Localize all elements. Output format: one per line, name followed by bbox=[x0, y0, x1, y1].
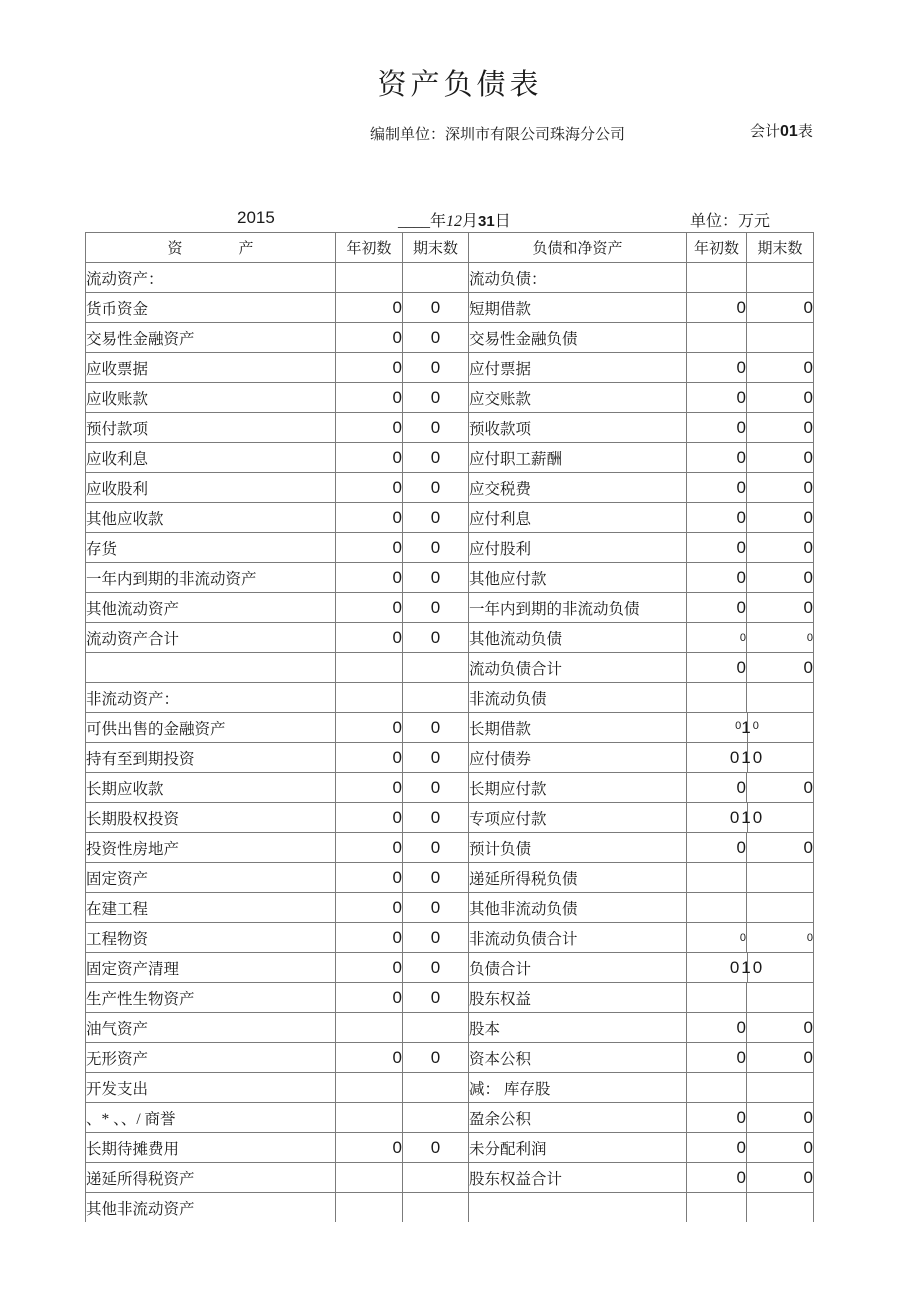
date-month-char: 月 bbox=[462, 213, 479, 230]
liability-label: 其他应付款 bbox=[469, 563, 687, 593]
asset-label: 开发支出 bbox=[86, 1073, 336, 1103]
table-row bbox=[86, 1073, 814, 1103]
liability-value-begin: 0 bbox=[687, 383, 747, 413]
liability-label: 长期借款 bbox=[469, 713, 687, 743]
liability-label: 交易性金融负债 bbox=[469, 323, 687, 353]
merged-value-text bbox=[735, 718, 759, 738]
liability-value-end: 0 bbox=[747, 443, 814, 473]
asset-label: 工程物资 bbox=[86, 923, 336, 953]
col-header-liabilities: 负债和净资产 bbox=[469, 233, 687, 263]
balance-table-body bbox=[86, 263, 814, 1223]
table-row bbox=[86, 1193, 814, 1223]
liability-value-merged bbox=[687, 953, 814, 983]
liability-value-end: 0 bbox=[747, 1163, 814, 1193]
asset-value-end: 0 bbox=[403, 413, 469, 443]
liability-value-end: 0 bbox=[747, 383, 814, 413]
liability-value-begin: 0 bbox=[687, 293, 747, 323]
liability-value-begin: 0 bbox=[687, 353, 747, 383]
asset-label: 存货 bbox=[86, 533, 336, 563]
liability-value-end bbox=[747, 323, 814, 353]
liability-label: 递延所得税负债 bbox=[469, 863, 687, 893]
asset-label: 固定资产 bbox=[86, 863, 336, 893]
liability-value-end: 0 bbox=[747, 773, 814, 803]
asset-value-begin: 0 bbox=[336, 803, 403, 833]
asset-value-begin bbox=[336, 1073, 403, 1103]
liability-value-begin bbox=[687, 983, 747, 1013]
asset-value-end: 0 bbox=[403, 323, 469, 353]
liability-value-end bbox=[747, 863, 814, 893]
date-year-char: 年 bbox=[430, 213, 447, 230]
asset-value-end: 0 bbox=[403, 503, 469, 533]
liability-value-end: 0 bbox=[747, 353, 814, 383]
asset-value-end: 0 bbox=[403, 863, 469, 893]
liability-label: 其他非流动负债 bbox=[469, 893, 687, 923]
liability-value-begin: 0 bbox=[687, 533, 747, 563]
asset-value-end: 0 bbox=[403, 473, 469, 503]
asset-value-begin: 0 bbox=[336, 743, 403, 773]
asset-value-end: 0 bbox=[403, 383, 469, 413]
merged-value-text: 010 bbox=[729, 807, 765, 827]
asset-label: 长期应收款 bbox=[86, 773, 336, 803]
liability-label: 应付职工薪酬 bbox=[469, 443, 687, 473]
sheet-number-suffix: 表 bbox=[797, 124, 813, 140]
asset-label: 应收账款 bbox=[86, 383, 336, 413]
asset-value-begin: 0 bbox=[336, 353, 403, 383]
liability-value-begin bbox=[687, 263, 747, 293]
asset-value-begin: 0 bbox=[336, 413, 403, 443]
liability-value-end bbox=[747, 893, 814, 923]
asset-label: 一年内到期的非流动资产 bbox=[86, 563, 336, 593]
table-row bbox=[86, 1163, 814, 1193]
liability-value-end: 0 bbox=[747, 1133, 814, 1163]
asset-value-begin: 0 bbox=[336, 563, 403, 593]
asset-value-end: 0 bbox=[403, 443, 469, 473]
asset-value-begin: 0 bbox=[336, 1133, 403, 1163]
asset-value-begin: 0 bbox=[336, 473, 403, 503]
liability-label: 预计负债 bbox=[469, 833, 687, 863]
liability-value-end: 0 bbox=[747, 533, 814, 563]
liability-value-end bbox=[747, 263, 814, 293]
liability-label: 非流动负债合计 bbox=[469, 923, 687, 953]
liability-label: 股东权益 bbox=[469, 983, 687, 1013]
table-row bbox=[86, 263, 814, 293]
liability-label: 应交税费 bbox=[469, 473, 687, 503]
asset-value-end: 0 bbox=[403, 893, 469, 923]
asset-value-begin bbox=[336, 1103, 403, 1133]
liability-value-end: 0 bbox=[747, 293, 814, 323]
asset-value-begin: 0 bbox=[336, 293, 403, 323]
liability-label: 一年内到期的非流动负债 bbox=[469, 593, 687, 623]
merged-value-text: 010 bbox=[729, 957, 765, 977]
liability-value-begin: 0 bbox=[687, 773, 747, 803]
col-header-assets-begin: 年初数 bbox=[336, 233, 403, 263]
table-row bbox=[86, 1103, 814, 1133]
asset-value-end bbox=[403, 1073, 469, 1103]
liability-value-begin: 0 bbox=[687, 413, 747, 443]
liability-value-begin bbox=[687, 893, 747, 923]
liability-value-begin: 0 bbox=[687, 1013, 747, 1043]
liability-value-begin bbox=[687, 1193, 747, 1223]
table-row bbox=[86, 713, 814, 743]
asset-value-begin: 0 bbox=[336, 623, 403, 653]
table-row bbox=[86, 893, 814, 923]
liability-value-merged bbox=[687, 743, 814, 773]
table-row bbox=[86, 803, 814, 833]
liability-value-end: 0 bbox=[747, 413, 814, 443]
liability-value-end: 0 bbox=[747, 1043, 814, 1073]
merged-small-digit: 0 bbox=[735, 719, 742, 732]
report-date bbox=[398, 208, 511, 231]
asset-value-end bbox=[403, 1103, 469, 1133]
date-day-number: 31 bbox=[478, 213, 495, 230]
asset-value-end: 0 bbox=[403, 293, 469, 323]
report-year: 2015 bbox=[237, 208, 275, 227]
liability-label: 专项应付款 bbox=[469, 803, 687, 833]
asset-label: 非流动资产： bbox=[86, 683, 336, 713]
asset-label: 在建工程 bbox=[86, 893, 336, 923]
liability-value-end bbox=[747, 983, 814, 1013]
table-row bbox=[86, 773, 814, 803]
liability-value-begin: 0 bbox=[687, 1043, 747, 1073]
prepared-by-label: 编制单位：深圳市有限公司珠海分公司 bbox=[370, 127, 626, 143]
asset-label: 投资性房地产 bbox=[86, 833, 336, 863]
liability-value-end: 0 bbox=[747, 653, 814, 683]
asset-value-begin: 0 bbox=[336, 923, 403, 953]
asset-value-begin: 0 bbox=[336, 593, 403, 623]
asset-value-begin bbox=[336, 1193, 403, 1223]
table-row bbox=[86, 293, 814, 323]
asset-value-end: 0 bbox=[403, 563, 469, 593]
asset-value-end: 0 bbox=[403, 743, 469, 773]
asset-value-begin: 0 bbox=[336, 1043, 403, 1073]
asset-value-end: 0 bbox=[403, 803, 469, 833]
table-row bbox=[86, 413, 814, 443]
liability-value-end bbox=[747, 1193, 814, 1223]
col-header-assets-char2: 产 bbox=[238, 241, 254, 257]
asset-value-end: 0 bbox=[403, 833, 469, 863]
liability-label: 应交账款 bbox=[469, 383, 687, 413]
asset-value-end: 0 bbox=[403, 713, 469, 743]
liability-value-end: 0 bbox=[747, 473, 814, 503]
liability-label: 资本公积 bbox=[469, 1043, 687, 1073]
asset-label: 流动资产： bbox=[86, 263, 336, 293]
asset-label: 持有至到期投资 bbox=[86, 743, 336, 773]
liability-value-end bbox=[747, 683, 814, 713]
asset-value-end: 0 bbox=[403, 953, 469, 983]
merged-small-digit: 0 bbox=[752, 719, 759, 732]
asset-value-begin: 0 bbox=[336, 503, 403, 533]
asset-value-end bbox=[403, 1013, 469, 1043]
asset-value-begin bbox=[336, 1013, 403, 1043]
table-row bbox=[86, 833, 814, 863]
asset-value-begin: 0 bbox=[336, 383, 403, 413]
asset-label: 其他流动资产 bbox=[86, 593, 336, 623]
col-header-assets-end: 期末数 bbox=[403, 233, 469, 263]
table-row bbox=[86, 683, 814, 713]
table-row bbox=[86, 473, 814, 503]
liability-label: 流动负债： bbox=[469, 263, 687, 293]
table-row bbox=[86, 863, 814, 893]
liability-value-begin: 0 bbox=[687, 443, 747, 473]
liability-value-end: 0 bbox=[747, 623, 814, 653]
asset-label: 流动资产合计 bbox=[86, 623, 336, 653]
asset-value-end: 0 bbox=[403, 773, 469, 803]
table-row bbox=[86, 323, 814, 353]
asset-value-begin: 0 bbox=[336, 533, 403, 563]
asset-value-end bbox=[403, 1193, 469, 1223]
asset-label: 生产性生物资产 bbox=[86, 983, 336, 1013]
asset-label: 应收票据 bbox=[86, 353, 336, 383]
asset-value-end: 0 bbox=[403, 983, 469, 1013]
asset-label: 其他应收款 bbox=[86, 503, 336, 533]
liability-label: 负债合计 bbox=[469, 953, 687, 983]
table-row bbox=[86, 653, 814, 683]
liability-value-begin: 0 bbox=[687, 1163, 747, 1193]
liability-value-begin: 0 bbox=[687, 593, 747, 623]
liability-value-begin: 0 bbox=[687, 833, 747, 863]
asset-label: 固定资产清理 bbox=[86, 953, 336, 983]
asset-value-begin: 0 bbox=[336, 443, 403, 473]
table-row bbox=[86, 503, 814, 533]
asset-value-begin: 0 bbox=[336, 953, 403, 983]
table-row bbox=[86, 953, 814, 983]
table-row bbox=[86, 743, 814, 773]
liability-value-end: 0 bbox=[747, 563, 814, 593]
liability-label bbox=[469, 1193, 687, 1223]
liability-value-begin: 0 bbox=[687, 503, 747, 533]
table-row bbox=[86, 593, 814, 623]
col-header-assets bbox=[86, 233, 336, 263]
asset-label: 递延所得税资产 bbox=[86, 1163, 336, 1193]
asset-value-end: 0 bbox=[403, 623, 469, 653]
col-header-liabilities-end: 期末数 bbox=[747, 233, 814, 263]
asset-label: 预付款项 bbox=[86, 413, 336, 443]
table-row bbox=[86, 383, 814, 413]
table-header-row bbox=[86, 233, 814, 263]
liability-value-begin: 0 bbox=[687, 653, 747, 683]
liability-value-merged bbox=[687, 803, 814, 833]
asset-value-end: 0 bbox=[403, 353, 469, 383]
asset-value-end: 0 bbox=[403, 533, 469, 563]
asset-label: 其他非流动资产 bbox=[86, 1193, 336, 1223]
liability-value-end: 0 bbox=[747, 503, 814, 533]
sheet-number-prefix: 会计 bbox=[750, 124, 781, 140]
liability-value-begin: 0 bbox=[687, 923, 747, 953]
table-row bbox=[86, 983, 814, 1013]
asset-value-begin bbox=[336, 653, 403, 683]
asset-value-end bbox=[403, 1163, 469, 1193]
date-blank-line: ____ bbox=[398, 213, 430, 230]
merged-value-text: 010 bbox=[729, 747, 765, 767]
asset-label: 交易性金融资产 bbox=[86, 323, 336, 353]
liability-label: 盈余公积 bbox=[469, 1103, 687, 1133]
liability-value-begin: 0 bbox=[687, 563, 747, 593]
liability-label: 预收款项 bbox=[469, 413, 687, 443]
asset-label: 应收股利 bbox=[86, 473, 336, 503]
liability-label: 股东权益合计 bbox=[469, 1163, 687, 1193]
table-row bbox=[86, 1133, 814, 1163]
date-day-char: 日 bbox=[494, 213, 511, 230]
asset-label: 应收利息 bbox=[86, 443, 336, 473]
table-row bbox=[86, 923, 814, 953]
liability-label: 应付债券 bbox=[469, 743, 687, 773]
liability-label: 未分配利润 bbox=[469, 1133, 687, 1163]
table-row bbox=[86, 1043, 814, 1073]
liability-value-end: 0 bbox=[747, 923, 814, 953]
liability-value-begin bbox=[687, 323, 747, 353]
liability-value-begin bbox=[687, 683, 747, 713]
col-header-assets-char1: 资 bbox=[167, 241, 183, 257]
liability-label: 应付股利 bbox=[469, 533, 687, 563]
table-row bbox=[86, 623, 814, 653]
col-header-liabilities-begin: 年初数 bbox=[687, 233, 747, 263]
asset-label: 货币资金 bbox=[86, 293, 336, 323]
asset-value-begin: 0 bbox=[336, 773, 403, 803]
asset-value-begin bbox=[336, 683, 403, 713]
asset-value-begin: 0 bbox=[336, 863, 403, 893]
liability-label: 股本 bbox=[469, 1013, 687, 1043]
asset-label bbox=[86, 653, 336, 683]
asset-value-begin: 0 bbox=[336, 893, 403, 923]
asset-value-begin bbox=[336, 1163, 403, 1193]
liability-label: 应付票据 bbox=[469, 353, 687, 383]
liability-value-begin: 0 bbox=[687, 1103, 747, 1133]
asset-label: 无形资产 bbox=[86, 1043, 336, 1073]
asset-value-end: 0 bbox=[403, 593, 469, 623]
asset-value-end: 0 bbox=[403, 1133, 469, 1163]
table-row bbox=[86, 1013, 814, 1043]
date-month-number: 12 bbox=[446, 213, 463, 230]
asset-value-begin: 0 bbox=[336, 713, 403, 743]
unit-label: 单位：万元 bbox=[690, 213, 771, 230]
liability-label: 其他流动负债 bbox=[469, 623, 687, 653]
liability-value-begin: 0 bbox=[687, 1133, 747, 1163]
liability-value-end: 0 bbox=[747, 1013, 814, 1043]
asset-value-begin bbox=[336, 263, 403, 293]
liability-label: 流动负债合计 bbox=[469, 653, 687, 683]
table-row bbox=[86, 533, 814, 563]
liability-label: 非流动负债 bbox=[469, 683, 687, 713]
asset-label: 可供出售的金融资产 bbox=[86, 713, 336, 743]
asset-value-begin: 0 bbox=[336, 983, 403, 1013]
asset-value-end bbox=[403, 263, 469, 293]
asset-value-begin: 0 bbox=[336, 323, 403, 353]
asset-value-end: 0 bbox=[403, 1043, 469, 1073]
liability-value-begin bbox=[687, 1073, 747, 1103]
liability-label: 长期应付款 bbox=[469, 773, 687, 803]
asset-label: 长期待摊费用 bbox=[86, 1133, 336, 1163]
liability-value-end bbox=[747, 1073, 814, 1103]
liability-value-end: 0 bbox=[747, 593, 814, 623]
liability-value-begin: 0 bbox=[687, 473, 747, 503]
liability-label: 减： 库存股 bbox=[469, 1073, 687, 1103]
sheet-number-value: 01 bbox=[780, 123, 798, 140]
liability-label: 短期借款 bbox=[469, 293, 687, 323]
liability-value-begin: 0 bbox=[687, 623, 747, 653]
asset-value-end: 0 bbox=[403, 923, 469, 953]
asset-label: 、* 、、/ 商誉 bbox=[86, 1103, 336, 1133]
table-row bbox=[86, 563, 814, 593]
liability-value-begin bbox=[687, 863, 747, 893]
balance-sheet-table bbox=[85, 232, 814, 1222]
asset-label: 长期股权投资 bbox=[86, 803, 336, 833]
liability-value-merged bbox=[687, 713, 814, 743]
merged-digit: 1 bbox=[741, 717, 753, 737]
asset-value-end bbox=[403, 683, 469, 713]
asset-value-begin: 0 bbox=[336, 833, 403, 863]
sheet-number bbox=[750, 120, 813, 141]
liability-value-end: 0 bbox=[747, 1103, 814, 1133]
asset-value-end bbox=[403, 653, 469, 683]
liability-label: 应付利息 bbox=[469, 503, 687, 533]
liability-value-end: 0 bbox=[747, 833, 814, 863]
table-row bbox=[86, 353, 814, 383]
page-title: 资产负债表 bbox=[377, 69, 543, 101]
asset-label: 油气资产 bbox=[86, 1013, 336, 1043]
table-row bbox=[86, 443, 814, 473]
